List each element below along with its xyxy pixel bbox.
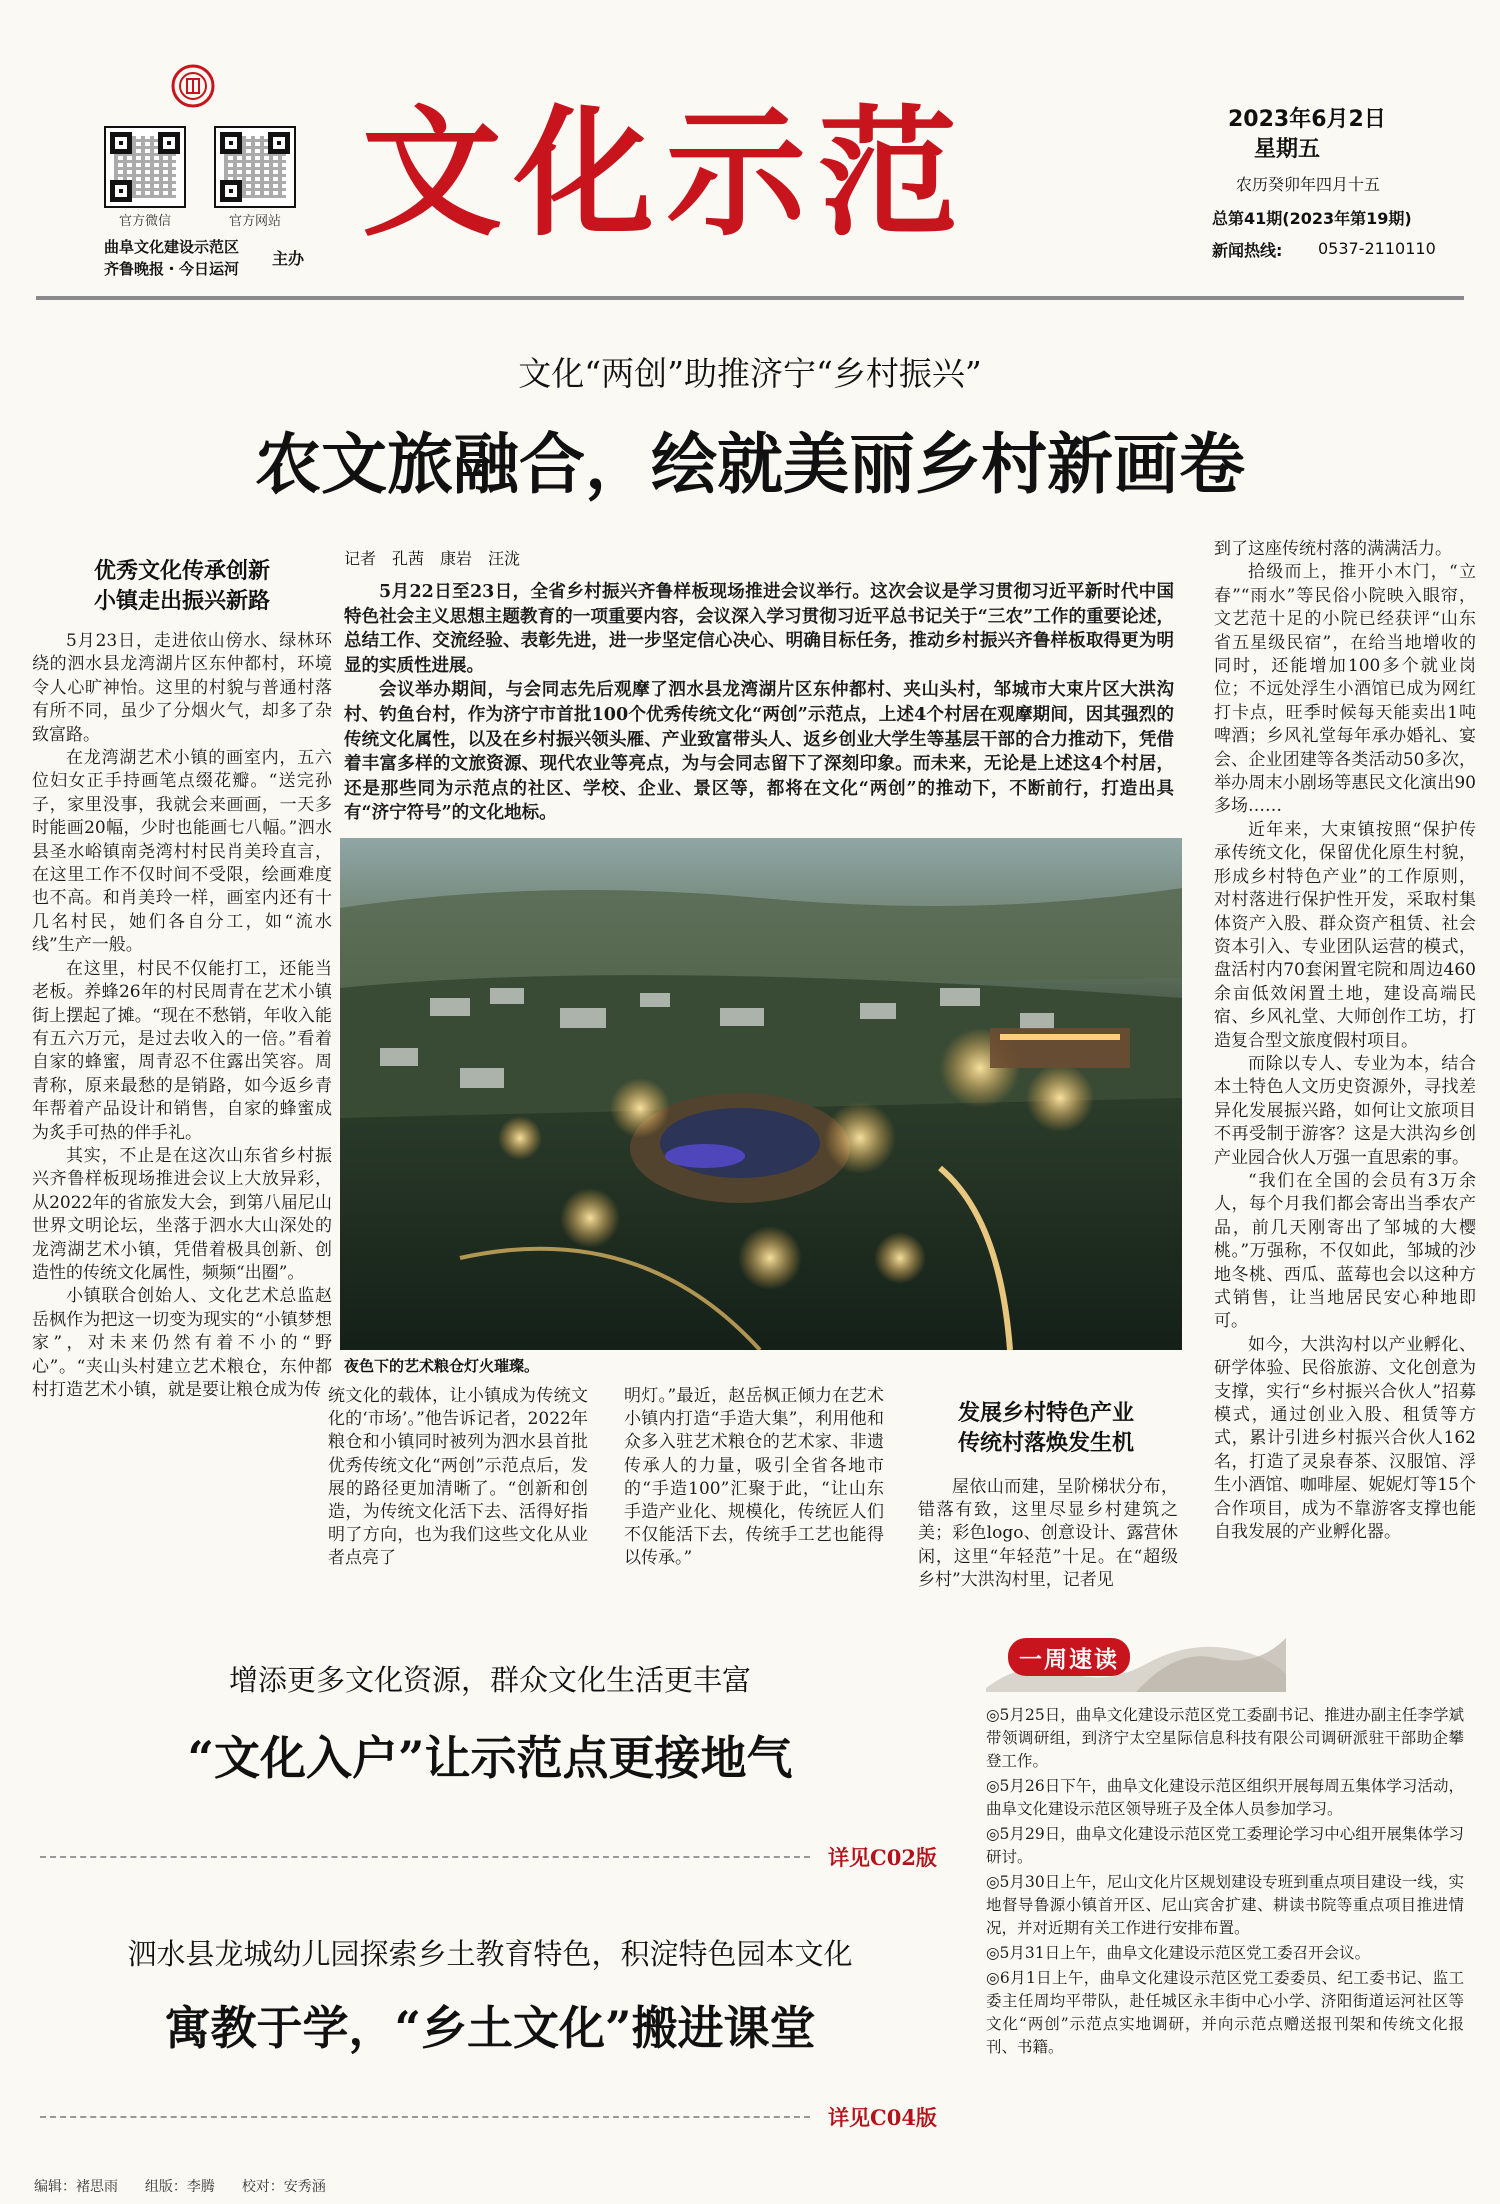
weekly-item: ◎5月30日上午，尼山文化片区规划建设专班到重点项目建设一线，实地督导鲁源小镇首开区、尼山宾舍扩建、耕读书院等重点项目推进情况，并对近期有关工作进行安排布置。 bbox=[986, 1873, 1464, 1937]
publisher-role: 主办 bbox=[272, 249, 305, 268]
night-village-photo bbox=[340, 838, 1182, 1350]
weekly-item: ◎5月29日，曲阜文化建设示范区党工委理论学习中心组开展集体学习研讨。 bbox=[986, 1825, 1464, 1866]
left-subhead: 优秀文化传承创新 小镇走出振兴新路 bbox=[93, 558, 270, 614]
qr-label-wechat: 官方微信 bbox=[118, 214, 171, 229]
issue-number: 总第41期(2023年第19期) bbox=[1212, 209, 1412, 228]
footer-proof: 校对：安秀涵 bbox=[241, 2179, 326, 2195]
teaser1-kicker: 增添更多文化资源，群众文化生活更丰富 bbox=[228, 1663, 751, 1697]
qr-label-website: 官方网站 bbox=[228, 214, 281, 229]
publisher-line-2: 齐鲁晚报・今日运河 bbox=[104, 260, 240, 278]
middle-column-3-subhead: 发展乡村特色产业 传统村落焕发生机 bbox=[957, 1400, 1134, 1456]
lead-photo bbox=[340, 838, 1182, 1350]
middle-column-1: 统文化的载体，让小镇成为传统文化的‘市场’。”他告诉记者，2022年粮仓和小镇同时被列为泗水县首批优秀传统文化“两创”示范点后，发展的路径更加清晰了。“创新和创造，为传统文化活下去、活得好指明了方向，也为我们这些文化从业者点亮了 bbox=[328, 1386, 588, 1569]
byline: 记者 孔茜 康岩 汪泷 bbox=[344, 549, 521, 568]
wechat-qr-icon[interactable] bbox=[104, 126, 186, 208]
weekly-item: ◎6月1日上午，曲阜文化建设示范区党工委委员、纪工委书记、监工委主任周均平带队，赴任城区永丰街中心小学、济阳街道运河社区等文化“两创”示范点实地调研，并向示范点赠送报刊架和传统文化报刊、书籍。 bbox=[986, 1969, 1464, 2056]
weekly-list bbox=[986, 1704, 1464, 2059]
teaser1-ref[interactable]: 详见C02版 bbox=[828, 1845, 937, 1870]
teaser2-ref[interactable]: 详见C04版 bbox=[828, 2105, 937, 2130]
footer-credits bbox=[34, 2176, 326, 2196]
newspaper-title: 文化示范 bbox=[362, 92, 971, 256]
right-column-text: 到了这座传统村落的满满活力。 拾级而上，推开小木门，“立春”“雨水”等民俗小院映入眼帘，文艺范十足的小院已经获评“山东省五星级民宿”，在给当地增收的同时，还能增加100多个就业岗位；不远处浮生小酒馆已成为网红打卡点，旺季时候每天能卖出1吨啤酒；乡风礼堂每年承办婚礼、宴会、企业团建等各类活动50多次，举办周末小剧场等惠民文化演出90多场…… 近年来，大束镇按照“保护传承传统文化，保留优化原生村貌，形成乡村特色产业”的工作原则，对村落进行保护性开发，采取村集体资产入股、群众资产租赁、社会资本引入、专业团队运营的模式，盘活村内70套闲置宅院和周边460余亩低效闲置土地，建设高端民宿、乡风礼堂、大师创作工坊，打造复合型文旅度假村项目。 而除以专人、专业为本，结合本土特色人文历史资源外，寻找差异化发展振兴路，如何让文旅项目不再受制于游客？这是大洪沟乡创产业园合伙人万强一直思索的事。 “我们在全国的会员有3万余人，每个月我们都会寄出当季农产品，前几天刚寄出了邹城的大樱桃。”万强称，不仅如此，邹城的沙地冬桃、西瓜、蓝莓也会以这种方式销售，让当地居民安心种地即可。 如今，大洪沟村以产业孵化、研学体验、民俗旅游、文化创意为支撑，实行“乡村振兴合伙人”招募模式，通过创业入股、租赁等方式，累计引进乡村振兴合伙人162名，打造了灵泉春茶、汉服馆、浮生小酒馆、咖啡屋、妮妮灯等15个合作项目，成为不靠游客支撑也能自我发展的产业孵化器。 bbox=[1214, 539, 1476, 1543]
left-column-text: 5月23日，走进依山傍水、绿林环绕的泗水县龙湾湖片区东仲都村，环境令人心旷神怡。这里的村貌与普通村落有所不同，虽少了分烟火气，却多了杂致富路。 在龙湾湖艺术小镇的画室内，五六位妇女正手持画笔点缀花瓣。“送完孙子，家里没事，我就会来画画，一天多时能画20幅，少时也能画七八幅。”泗水县圣水峪镇南尧湾村村民肖美玲直言，在这里工作不仅时间不受限，绘画难度也不高。和肖美玲一样，画室内还有十几名村民，她们各自分工，如“流水线”生产一般。 在这里，村民不仅能打工，还能当老板。养蜂26年的村民周青在艺术小镇街上摆起了摊。“现在不愁销，年收入能有五六万元，是过去收入的一倍。”看着自家的蜂蜜，周青忍不住露出笑容。周青称，原来最愁的是销路，如今返乡青年帮着产品设计和销售，自家的蜂蜜成为炙手可热的伴手礼。 其实，不止是在这次山东省乡村振兴齐鲁样板现场推进会议上大放异彩，从2022年的省旅发大会，到第八届尼山世界文明论坛，坐落于泗水大山深处的龙湾湖艺术小镇，凭借着极具创新、创造性的传统文化属性，频频“出圈”。 小镇联合创始人、文化艺术总监赵岳枫作为把这一切变为现实的“小镇梦想家”，对未来仍然有着不小的“野心”。“夹山头村建立艺术粮仓，东仲都村打造艺术小镇，就是要让粮仓成为传 bbox=[32, 631, 332, 1400]
masthead-rule bbox=[36, 296, 1464, 300]
teaser1-divider bbox=[40, 1856, 810, 1858]
teaser1-headline: “文化入户”让示范点更接地气 bbox=[187, 1731, 793, 1785]
issue-date: 2023年6月2日 bbox=[1228, 107, 1386, 132]
lead-intro: 5月22日至23日，全省乡村振兴齐鲁样板现场推进会议举行。这次会议是学习贯彻习近平新时代中国特色社会主义思想主题教育的一项重要内容，会议深入学习贯彻习近平总书记关于“三农”工作的重要论述，总结工作、交流经验、表彰先进，进一步坚定信心决心、明确目标任务，推动乡村振兴齐鲁样板取得更为明显的实质性进展。 会议举办期间，与会同志先后观摩了泗水县龙湾湖片区东仲都村、夹山头村，邹城市大束片区大洪沟村、钓鱼台村，作为济宁市首批100个优秀传统文化“两创”示范点，上述4个村居在观摩期间，因其强烈的传统文化属性，以及在乡村振兴领头雁、产业致富带头人、返乡创业大学生等基层干部的合力推动下，凭借着丰富多样的文旅资源、现代农业等亮点，为与会同志留下了深刻印象。而未来，无论是上述这4个村居，还是那些同为示范点的社区、学校、企业、景区等，都将在文化“两创”的推动下，不断前行，打造出具有“济宁符号”的文化地标。 bbox=[344, 582, 1174, 824]
publisher-line-1: 曲阜文化建设示范区 bbox=[104, 238, 240, 256]
weekly-item: ◎5月31日上午，曲阜文化建设示范区党工委召开会议。 bbox=[986, 1944, 1371, 1962]
seal-logo-icon bbox=[171, 64, 215, 108]
weekly-title: 一周速读 bbox=[1019, 1646, 1119, 1673]
teaser2-divider bbox=[40, 2116, 810, 2118]
footer-layout: 组版：李腾 bbox=[144, 2179, 215, 2195]
masthead bbox=[0, 0, 1500, 300]
teaser2-kicker: 泗水县龙城幼儿园探索乡土教育特色，积淀特色园本文化 bbox=[127, 1937, 853, 1971]
photo-caption: 夜色下的艺术粮仓灯火璀璨。 bbox=[344, 1357, 540, 1375]
hotline-label: 新闻热线: bbox=[1212, 241, 1283, 260]
footer-editor: 编辑：褚思雨 bbox=[34, 2179, 118, 2195]
website-qr-icon[interactable] bbox=[214, 126, 296, 208]
teaser2-headline: 寓教于学，“乡土文化”搬进课堂 bbox=[164, 2001, 816, 2055]
weekly-item: ◎5月26日下午，曲阜文化建设示范区组织开展每周五集体学习活动，曲阜文化建设示范区领导班子及全体人员参加学习。 bbox=[986, 1777, 1464, 1818]
lunar-date: 农历癸卯年四月十五 bbox=[1236, 175, 1381, 194]
weekly-item: ◎5月25日，曲阜文化建设示范区党工委副书记、推进办副主任李学斌带领调研组，到济宁太空星际信息科技有限公司调研派驻干部助企攀登工作。 bbox=[986, 1706, 1464, 1770]
lead-headline: 农文旅融合，绘就美丽乡村新画卷 bbox=[255, 425, 1245, 503]
weekly-banner bbox=[986, 1628, 1286, 1692]
issue-weekday: 星期五 bbox=[1254, 137, 1321, 162]
lead-kicker: 文化“两创”助推济宁“乡村振兴” bbox=[518, 354, 982, 393]
middle-column-3: 屋依山而建，呈阶梯状分布，错落有致，这里尽显乡村建筑之美；彩色logo、创意设计、露营休闲，这里“年轻范”十足。在“超级乡村”大洪沟村里，记者见 bbox=[918, 1477, 1178, 1590]
hotline-number: 0537-2110110 bbox=[1318, 239, 1436, 258]
middle-column-2: 明灯。”最近，赵岳枫正倾力在艺术小镇内打造“手造大集”，利用他和众多入驻艺术粮仓的艺术家、非遗传承人的力量，吸引全省各地市的“手造100”汇聚于此，“让山东手造产业化、规模化，传统匠人们不仅能活下去，传统手工艺也能得以传承。” bbox=[624, 1386, 884, 1569]
